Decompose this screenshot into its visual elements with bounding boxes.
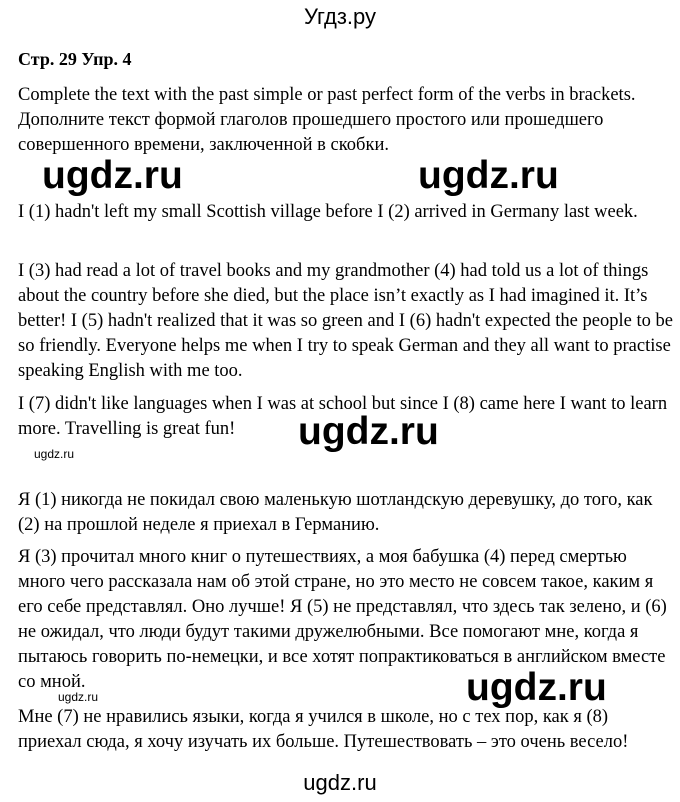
instruction-english: Complete the text with the past simple or past perfect form of the verbs in brackets. [18, 85, 636, 105]
answer-ru-paragraph-1: Я (1) никогда не покидал свою маленькую шотландскую деревушку, до того, как (2) на прошлой неделе я приехал в Германию. [18, 490, 653, 535]
footer-watermark: ugdz.ru [303, 770, 377, 795]
site-title: Угдз.ру [303, 4, 377, 29]
answer-en-paragraph-3: I (7) didn't like languages when I was at school but since I (8) came here I want to learn more. Travelling is great fun! [18, 394, 668, 439]
watermark-small: ugdz.ru [58, 690, 99, 704]
watermark-logo: ugdz.ru [42, 154, 183, 197]
watermark-logo: ugdz.ru [418, 154, 559, 197]
watermark-logo: ugdz.ru [466, 666, 607, 709]
site-header [0, 0, 680, 32]
instruction-russian: Дополните текст формой глаголов прошедшего простого или прошедшего совершенного времени, заключенной в скобки. [18, 110, 604, 155]
answer-ru-paragraph-2: Я (3) прочитал много книг о путешествиях, а моя бабушка (4) перед смертью много чего рассказала нам об этой стране, но это место не совсем такое, каким я его себе представлял. Оно лучше! Я (5) не представлял, что здесь так зелено, и (6) не ожидал, что люди будут такими дружелюбными. Все помогают мне, когда я пытаюсь говорить по-немецки, и все хотят попрактиковаться в английском вместе со мной. [18, 547, 667, 692]
page-exercise-reference: Стр. 29 Упр. 4 [18, 49, 132, 69]
answer-ru-paragraph-3: Мне (7) не нравились языки, когда я учился в школе, но с тех пор, как я (8) приехал сюда, я хочу изучать их больше. Путешествовать – это очень весело! [18, 707, 629, 752]
answer-en-paragraph-2: I (3) had read a lot of travel books and my grandmother (4) had told us a lot of things about the country before she died, but the place isn’t exactly as I had imagined it. It’s better! I (5) hadn't realized that it was so green and I (6) hadn't expected the people to be so friendly. Everyone helps me when I try to speak German and they all want to practise speaking English with me too. [18, 261, 673, 381]
watermark-logo: ugdz.ru [298, 410, 439, 453]
answer-en-paragraph-1: I (1) hadn't left my small Scottish village before I (2) arrived in Germany last week. [18, 202, 638, 222]
watermark-small: ugdz.ru [34, 447, 75, 461]
